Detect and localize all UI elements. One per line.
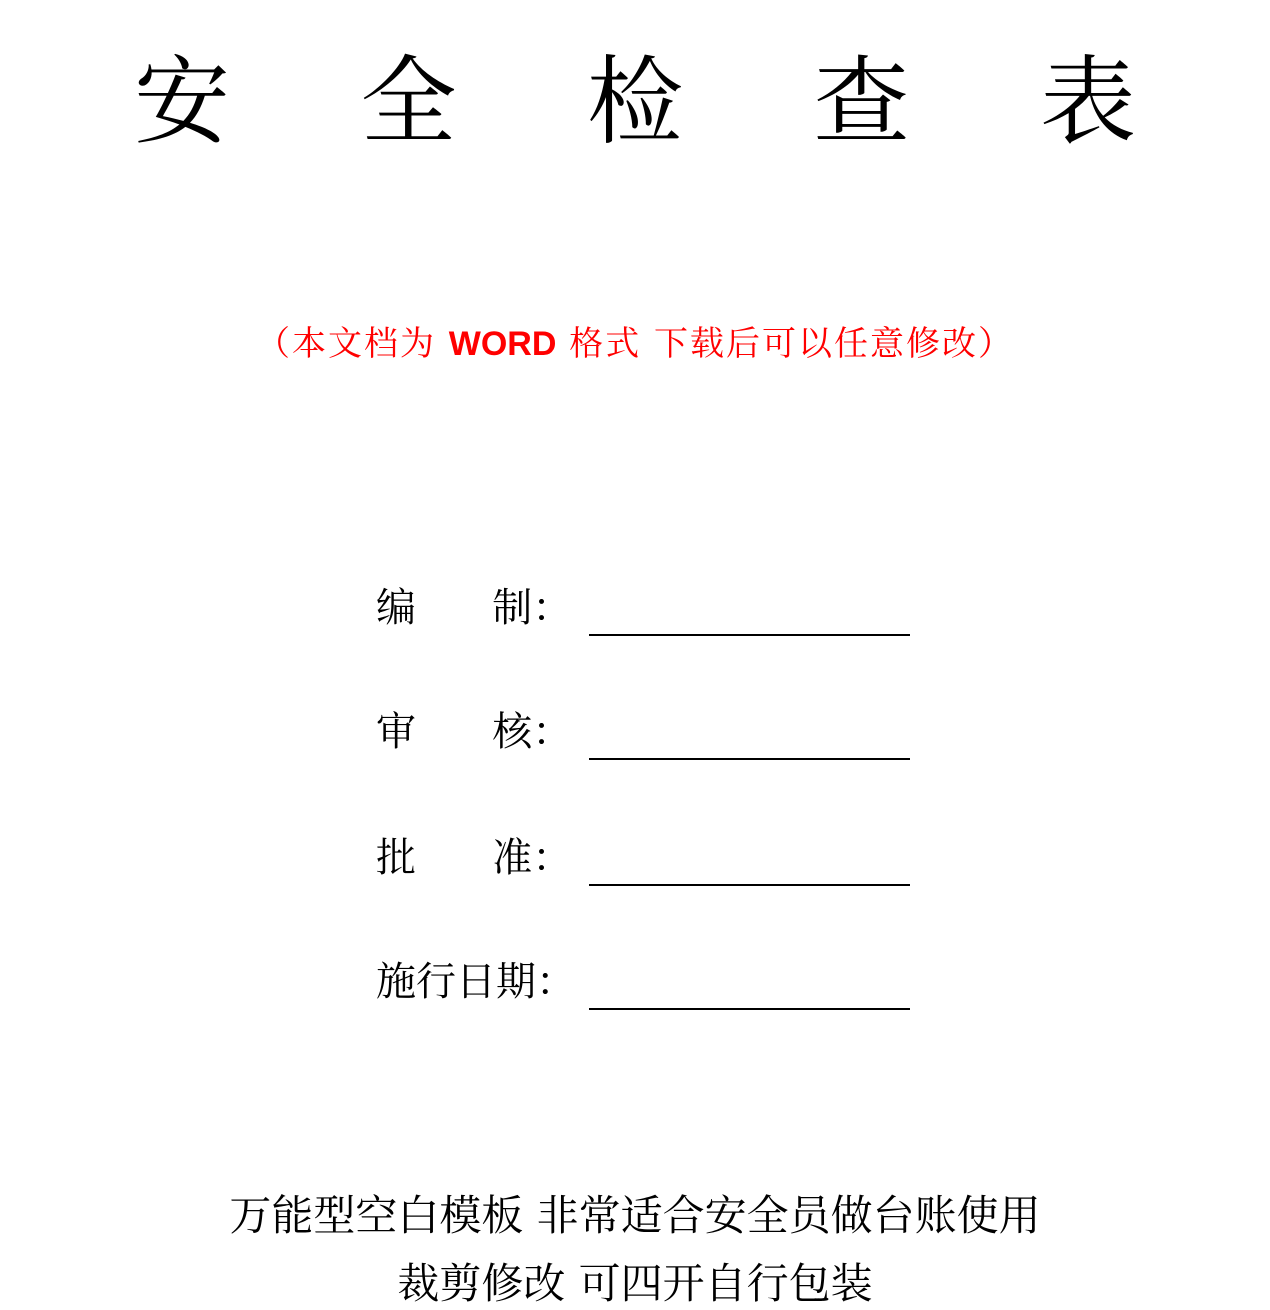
field-approve-label: 批 准： [376,835,573,881]
field-approve-line [589,884,910,886]
notice-word: WORD [448,325,557,363]
field-compile-label: 编 制： [376,585,573,631]
notice-suffix: 格式 下载后可以任意修改） [556,324,1015,364]
notice-prefix: （本文档为 [255,324,449,364]
field-compile [376,576,916,636]
field-review [376,700,916,760]
footer-line-2: 裁剪修改 可四开自行包装 [397,1259,873,1308]
field-review-line [589,758,910,760]
field-effective-date-line [589,1008,910,1010]
format-notice [0,322,1270,366]
field-effective-date [376,950,916,1010]
field-effective-date-label: 施行日期： [376,959,576,1005]
field-compile-line [589,634,910,636]
field-approve [376,826,916,886]
document-title: 安 全 检 查 表 [133,46,1187,158]
field-review-label: 审 核： [376,709,573,755]
footer-line-1: 万能型空白模板 非常适合安全员做台账使用 [229,1191,1041,1240]
